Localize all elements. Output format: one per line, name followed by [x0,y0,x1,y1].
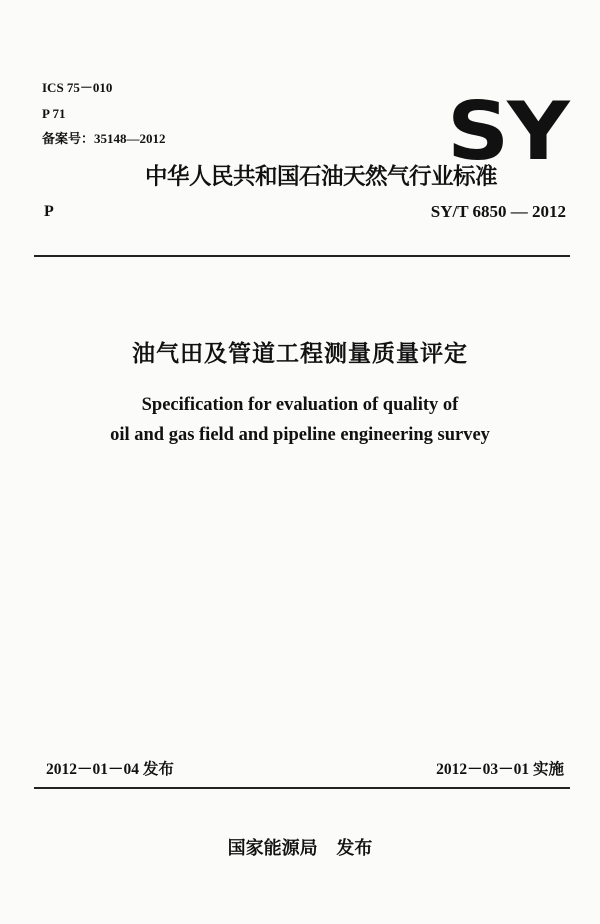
implementation-date: 2012－03－01 实施 [436,761,564,778]
top-divider [34,255,570,257]
chinese-title: 油气田及管道工程测量质量评定 [132,341,468,367]
classification-code: P 71 [42,106,66,121]
record-number: 备案号：35148—2012 [42,131,166,146]
english-title-line-2: oil and gas field and pipeline engineering survey [110,425,490,445]
english-title-line-1: Specification for evaluation of quality of [141,395,459,415]
publisher: 国家能源局 发布 [227,838,373,859]
issue-date: 2012－01－04 发布 [46,761,174,778]
industry-standard-title: 中华人民共和国石油天然气行业标准 [145,164,498,190]
sy-logo: SY [447,85,568,178]
ics-code: ICS 75－010 [42,80,113,95]
standard-number: SY/T 6850 — 2012 [430,202,566,221]
bottom-divider [34,787,570,789]
category-letter: P [44,203,54,220]
